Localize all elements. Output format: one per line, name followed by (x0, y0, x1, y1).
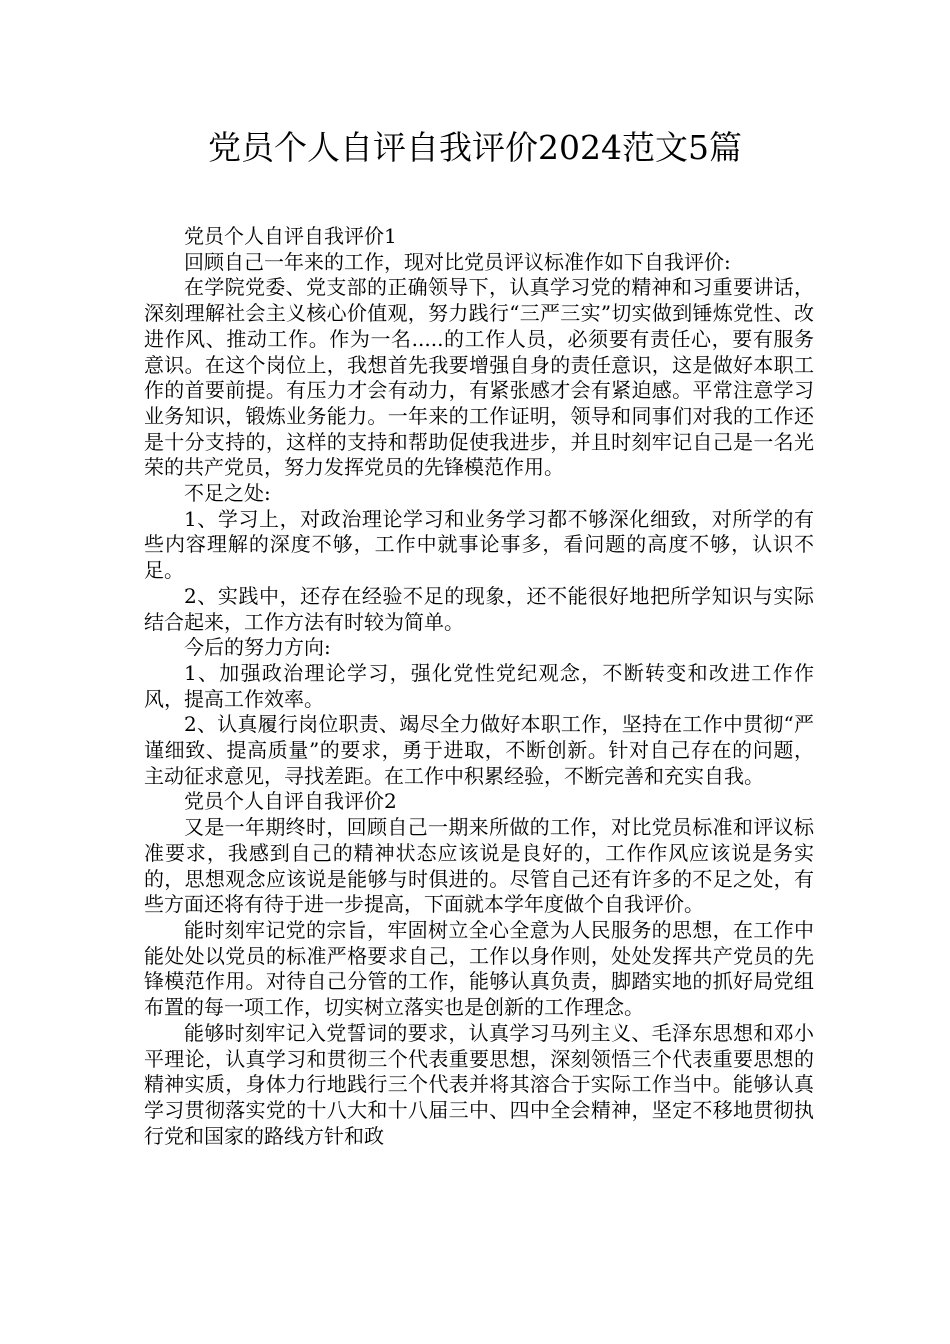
paragraph: 能时刻牢记党的宗旨，牢固树立全心全意为人民服务的思想，在工作中能处处以党员的标准严格要求自己，工作以身作则，处处发挥共产党员的先锋模范作用。对待自己分管的工作，能够认真负责，脚踏实地的抓好局党组布置的每一项工作，切实树立落实也是创新的工作理念。 (144, 917, 814, 1020)
section-heading-1: 党员个人自评自我评价1 (184, 224, 397, 248)
list-item: 2、实践中，还存在经验不足的现象，还不能很好地把所学知识与实际结合起来，工作方法有时较为简单。 (144, 583, 814, 634)
document-title: 党员个人自评自我评价2024范文5篇 (208, 128, 742, 167)
paragraph: 能够时刻牢记入党誓词的要求，认真学习马列主义、毛泽东思想和邓小平理论，认真学习和贯彻三个代表重要思想，深刻领悟三个代表重要思想的精神实质，身体力行地践行三个代表并将其溶合于实际工作当中。能够认真学习贯彻落实党的十八大和十八届三中、四中全会精神，坚定不移地贯彻执行党和国家的路线方针和政 (144, 1020, 814, 1148)
paragraph: 又是一年期终时，回顾自己一期来所做的工作，对比党员标准和评议标准要求，我感到自己的精神状态应该说是良好的，工作作风应该说是务实的，思想观念应该说是能够与时俱进的。尽管自己还有许多的不足之处，有些方面还将有待于进一步提高，下面就本学年度做个自我评价。 (144, 815, 814, 917)
document-body (144, 224, 814, 1149)
subheading-direction: 今后的努力方向: (184, 635, 331, 660)
list-item: 1、学习上，对政治理论学习和业务学习都不够深化细致，对所学的有些内容理解的深度不够，工作中就事论事多，看问题的高度不够，认识不足。 (144, 506, 814, 583)
subheading-shortcomings: 不足之处: (184, 481, 271, 506)
list-item: 1、加强政治理论学习，强化党性党纪观念，不断转变和改进工作作风，提高工作效率。 (144, 660, 814, 711)
paragraph-intro: 回顾自己一年来的工作，现对比党员评议标准作如下自我评价: (184, 249, 731, 274)
paragraph: 在学院党委、党支部的正确领导下，认真学习党的精神和习重要讲话，深刻理解社会主义核心价值观，努力践行“三严三实”切实做到锤炼党性、改进作风、推动工作。作为一名.....的工作人员，必须要有责任心，要有服务意识。在这个岗位上，我想首先我要增强自身的责任意识，这是做好本职工作的首要前提。有压力才会有动力，有紧张感才会有紧迫感。平常注意学习业务知识，锻炼业务能力。一年来的工作证明，领导和同事们对我的工作还是十分支持的，这样的支持和帮助促使我进步，并且时刻牢记自己是一名光荣的共产党员，努力发挥党员的先锋模范作用。 (144, 275, 814, 480)
section-heading-2: 党员个人自评自我评价2 (184, 789, 397, 814)
list-item: 2、认真履行岗位职责、竭尽全力做好本职工作，坚持在工作中贯彻“严谨细致、提高质量”的要求，勇于进取，不断创新。针对自己存在的问题，主动征求意见，寻找差距。在工作中积累经验，不断完善和充实自我。 (144, 712, 814, 788)
